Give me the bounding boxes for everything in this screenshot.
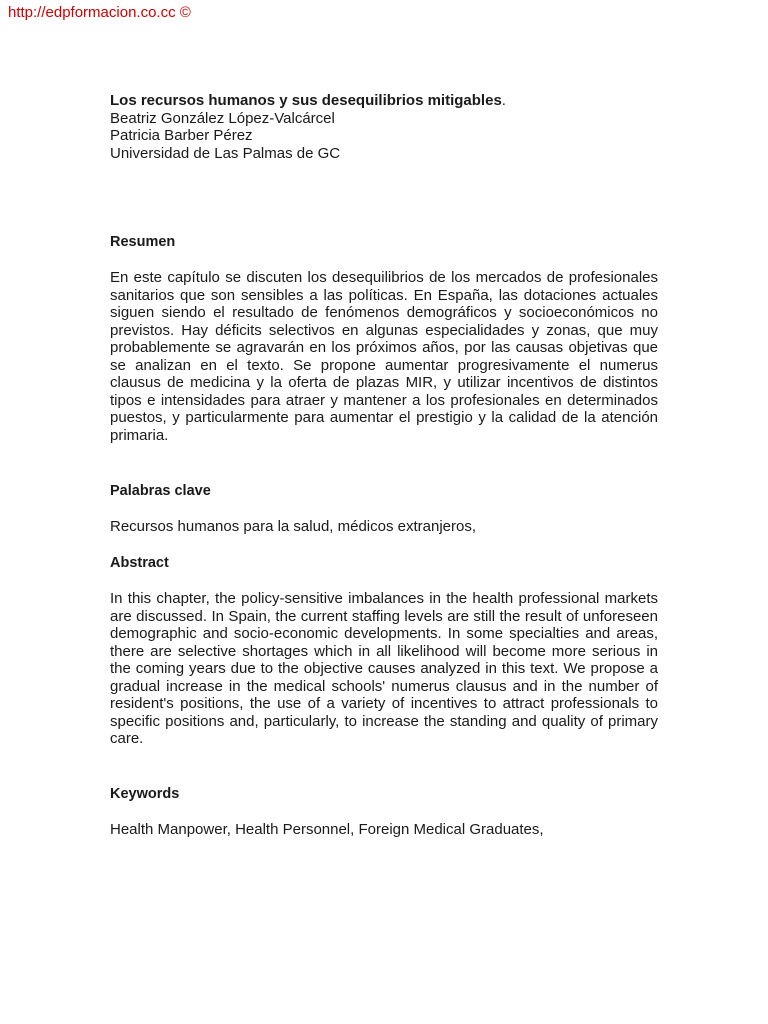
author-2: Patricia Barber Pérez bbox=[110, 127, 253, 144]
source-link[interactable]: http://edpformacion.co.cc © bbox=[8, 4, 191, 21]
resumen-body: En este capítulo se discuten los desequilibrios de los mercados de profesionales sanitarios que son sensibles a las políticas. En España, las dotaciones actuales siguen siendo el resultado de fenómenos demográficos y socioeconómicos no previstos. Hay déficits selectivos en algunas especialidades y zonas, que muy probablemente se agravarán en los próximos años, por las causas objetivas que se analizan en el texto. Se propone aumentar progresivamente el numerus clausus de medicina y la oferta de plazas MIR, y utilizar incentivos de distintos tipos e intensidades para atraer y mantener a los profesionales en determinados puestos, y particularmente para aumentar el prestigio y la calidad de la atención primaria. bbox=[110, 269, 658, 444]
document-title: Los recursos humanos y sus desequilibrios mitigables bbox=[110, 92, 502, 109]
document-page bbox=[110, 92, 658, 838]
title-suffix: . bbox=[501, 92, 506, 109]
palabras-clave-heading: Palabras clave bbox=[110, 483, 211, 499]
abstract-heading: Abstract bbox=[110, 555, 169, 571]
document-header bbox=[110, 92, 658, 162]
title-line bbox=[110, 92, 658, 110]
keywords-body: Health Manpower, Health Personnel, Foreign Medical Graduates, bbox=[110, 821, 544, 838]
resumen-heading: Resumen bbox=[110, 234, 176, 250]
author-1: Beatriz González López-Valcárcel bbox=[110, 109, 335, 127]
affiliation: Universidad de Las Palmas de GC bbox=[110, 144, 341, 162]
abstract-body: In this chapter, the policy-sensitive imbalances in the health professional markets are discussed. In Spain, the current staffing levels are still the result of unforeseen demographic and socio-economic developments. In some specialties and areas, there are selective shortages which in all likelihood will become more serious in the coming years due to the objective causes analyzed in this text. We propose a gradual increase in the medical schools' numerus clausus and in the number of resident's positions, the use of a variety of incentives to attract professionals to specific positions and, particularly, to increase the standing and quality of primary care. bbox=[110, 590, 658, 747]
keywords-heading: Keywords bbox=[110, 786, 180, 802]
palabras-clave-body: Recursos humanos para la salud, médicos extranjeros, bbox=[110, 518, 477, 535]
